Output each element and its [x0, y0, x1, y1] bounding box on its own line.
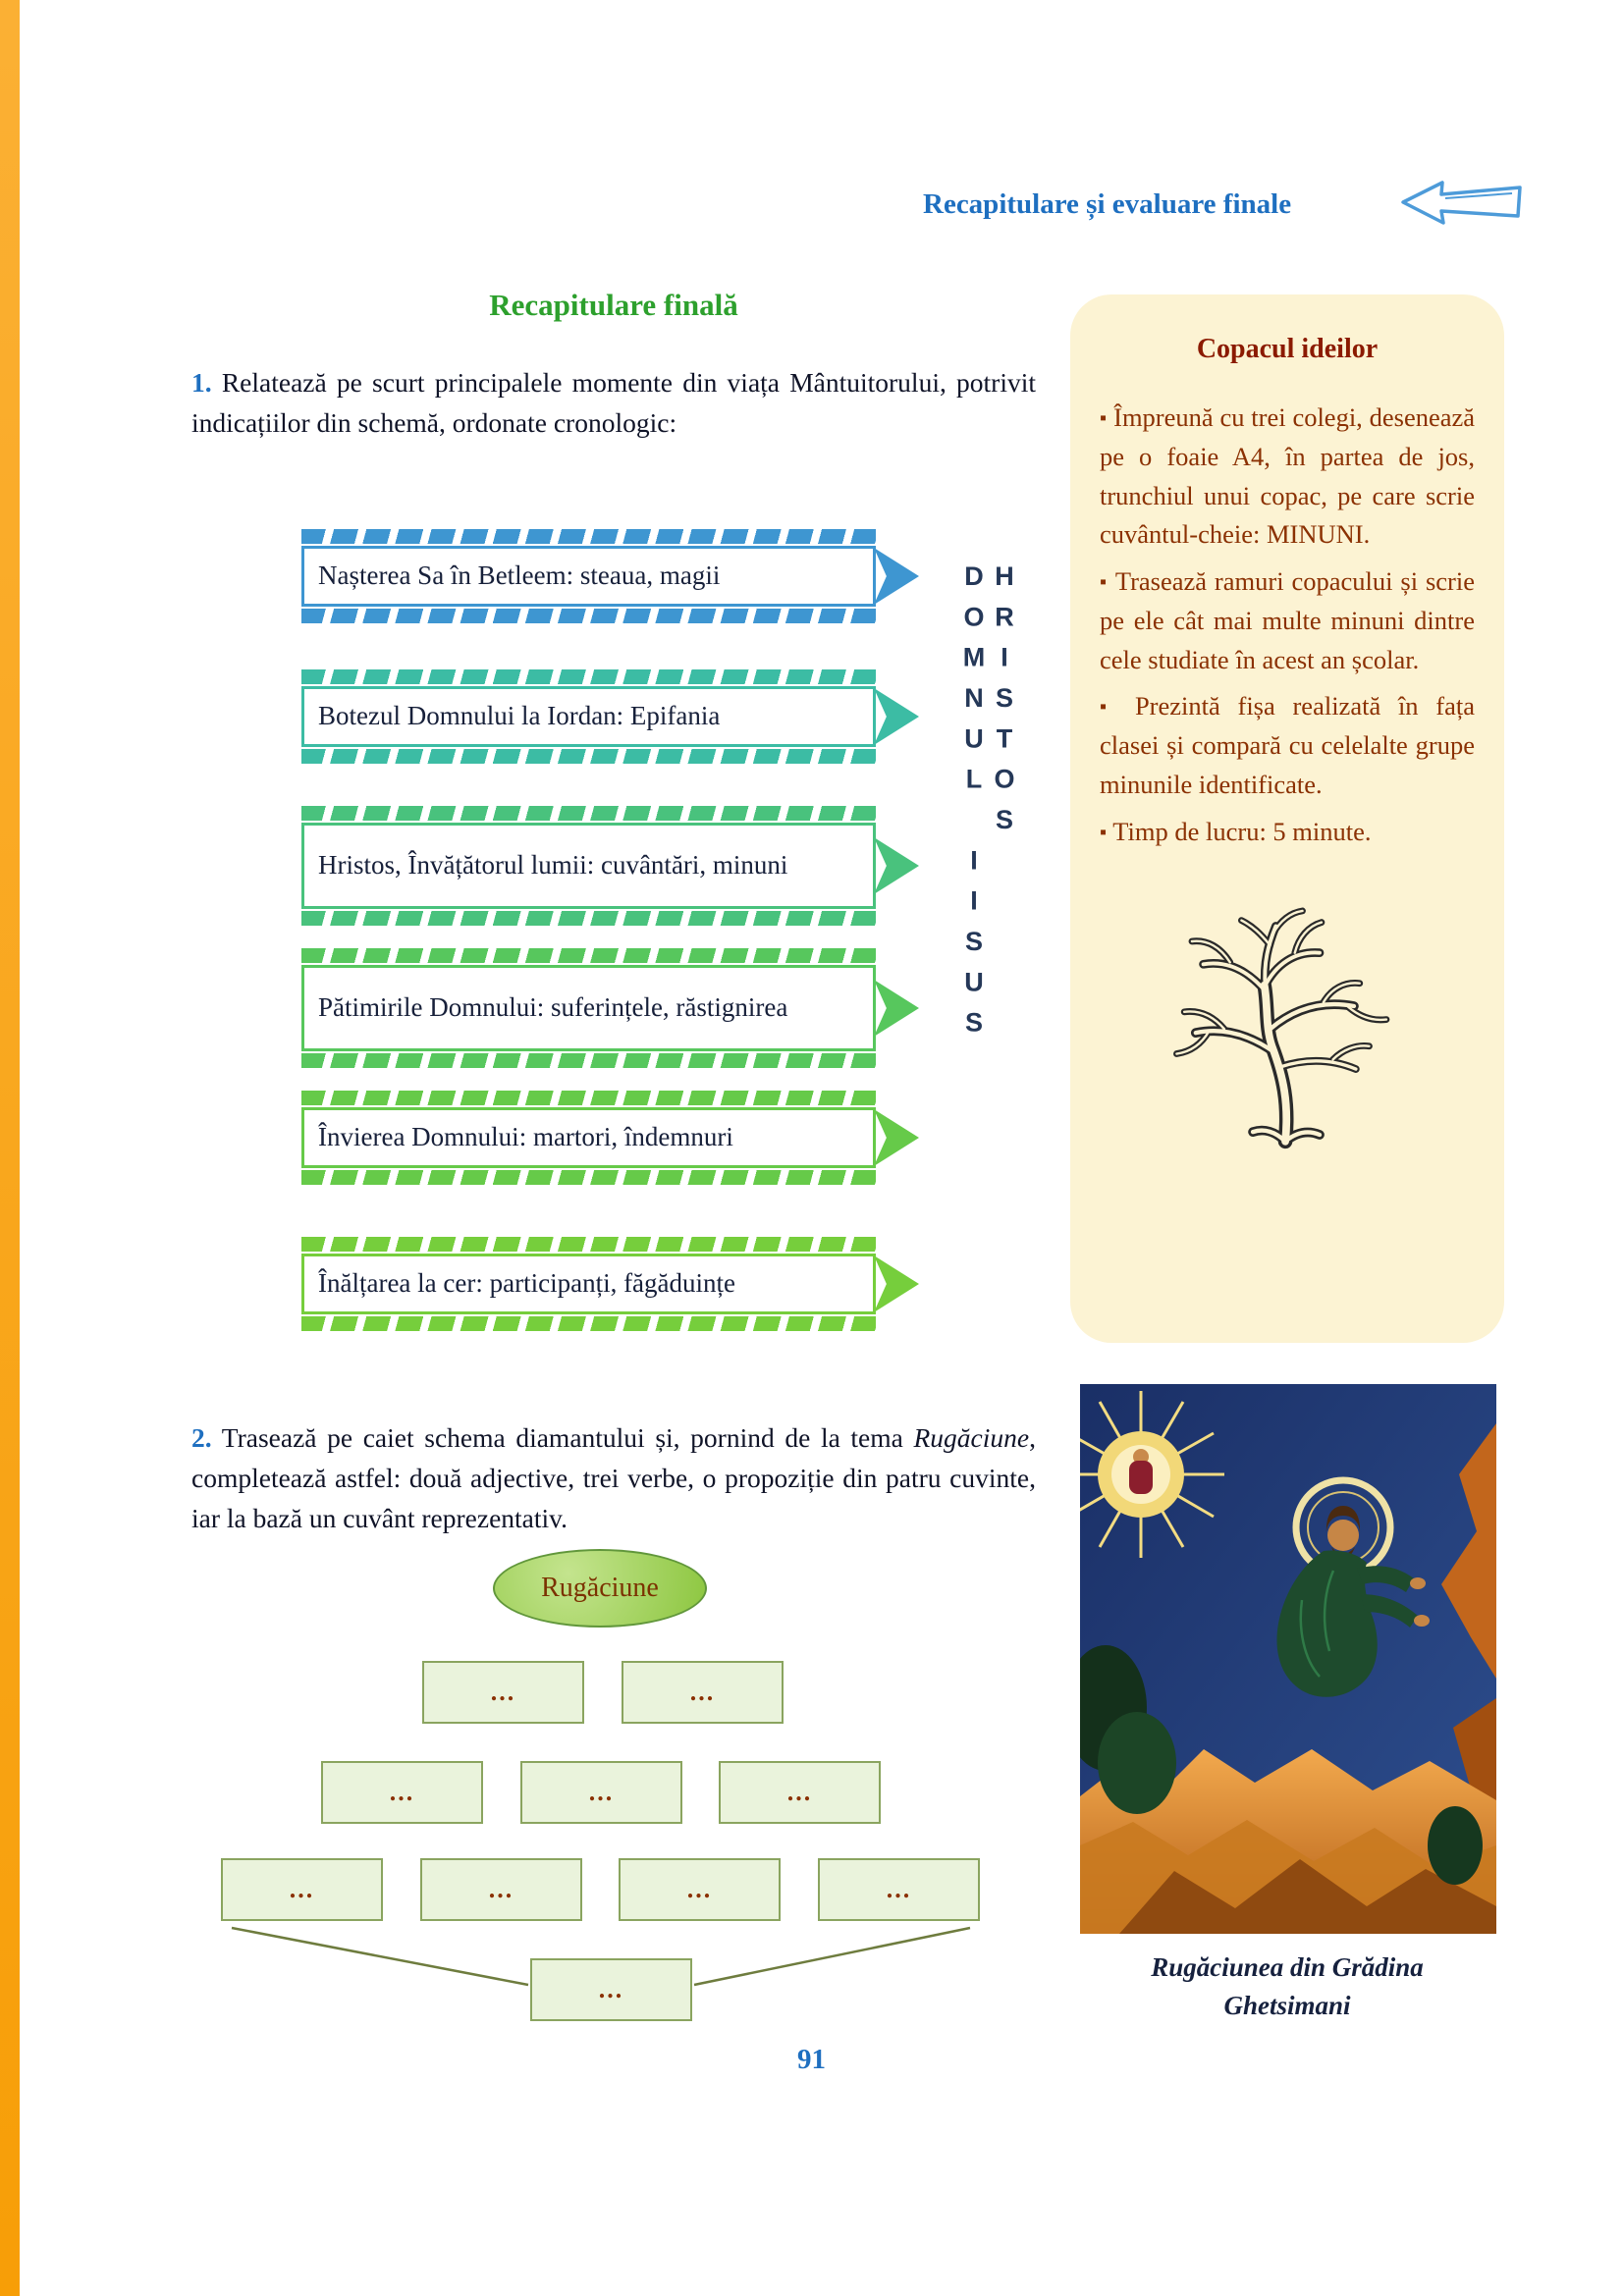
- timeline-box: [301, 1107, 876, 1168]
- ribbon-decoration: [301, 1053, 876, 1068]
- sidebar-item: [1100, 562, 1475, 679]
- bullet-icon: ▪: [1100, 696, 1118, 719]
- page-number: 91: [797, 2044, 826, 2075]
- ribbon-decoration: [301, 911, 876, 926]
- tree-drawing-wrap: [1100, 861, 1475, 1156]
- arrowhead-icon: [874, 980, 919, 1037]
- diamond-top-ellipse: Rugăciune: [493, 1549, 707, 1628]
- sidebar-item-text: Trasează ramuri copacului și scrie pe ele cât mai multe minuni dintre cele studiate în acest an școlar.: [1100, 566, 1475, 674]
- gethsemane-figure: [1080, 1384, 1496, 1939]
- diamond-box: ...: [422, 1661, 584, 1724]
- sidebar-item-text: Împreună cu trei colegi, desenează pe o foaie A4, în partea de jos, trunchiul unui copac, pe care scrie cuvântul-cheie: MINUNI.: [1100, 402, 1476, 550]
- timeline-row: [301, 946, 876, 1070]
- figure-caption-line1: Rugăciunea din Grădina: [1151, 1952, 1424, 1982]
- ribbon-decoration: [301, 529, 876, 544]
- diamond-box: ...: [622, 1661, 784, 1724]
- exercise2-text: [191, 1417, 1036, 1539]
- exercise2-body-start: Trasează pe caiet schema diamantului și, pornind de la tema: [221, 1421, 914, 1453]
- arrowhead-icon: [874, 1109, 919, 1166]
- ribbon-decoration: [301, 1237, 876, 1252]
- timeline-box: [301, 965, 876, 1051]
- diamond-box: ...: [420, 1858, 582, 1921]
- ribbon-decoration: [301, 1316, 876, 1331]
- sidebar-item: [1100, 813, 1475, 852]
- diamond-box: ...: [321, 1761, 483, 1824]
- ribbon-decoration: [301, 806, 876, 821]
- page-edge-stripe: [0, 0, 20, 2296]
- copacul-ideilor-box: [1070, 294, 1504, 1343]
- diamond-box: ...: [221, 1858, 383, 1921]
- figure-caption: [1070, 1949, 1504, 2025]
- diamond-box: ...: [818, 1858, 980, 1921]
- ribbon-decoration: [301, 1091, 876, 1105]
- timeline-label: Învierea Domnului: martori, îndemnuri: [318, 1122, 733, 1152]
- exercise2-number: 2.: [191, 1421, 212, 1453]
- sidebar-item-text: Prezintă fișa realizată în fața clasei și compară cu celelalte grupe minunile identificate.: [1100, 691, 1475, 799]
- timeline-label: Pătimirile Domnului: suferințele, răstignirea: [318, 992, 788, 1023]
- diamond-box: ...: [520, 1761, 682, 1824]
- ribbon-decoration: [301, 669, 876, 684]
- arrowhead-icon: [874, 688, 919, 745]
- timeline-box: [301, 686, 876, 747]
- ribbon-decoration: [301, 609, 876, 623]
- sidebar-item: [1100, 687, 1475, 804]
- bullet-icon: ▪: [1100, 821, 1108, 843]
- timeline-box: [301, 1254, 876, 1314]
- sidebar-item-text: Timp de lucru: 5 minute.: [1112, 816, 1372, 846]
- bullet-icon: ▪: [1100, 571, 1109, 593]
- arrowhead-icon: [874, 548, 919, 605]
- timeline-label: Botezul Domnului la Iordan: Epifania: [318, 701, 721, 731]
- chapter-header: Recapitulare și evaluare finale: [923, 188, 1292, 220]
- timeline-row: [301, 527, 876, 625]
- sidebar-item: [1100, 399, 1475, 555]
- arrowhead-icon: [874, 837, 919, 894]
- ribbon-decoration: [301, 749, 876, 764]
- back-arrow-icon: [1396, 175, 1528, 232]
- gethsemane-icon-image: [1080, 1384, 1496, 1934]
- exercise1-body: Relatează pe scurt principalele momente din viața Mântuitorului, potrivit indicațiilor din schemă, ordonate cronologic:: [191, 366, 1037, 438]
- section1-title: Recapitulare finală: [489, 288, 738, 322]
- diamond-box: ...: [719, 1761, 881, 1824]
- exercise1-number: 1.: [191, 366, 212, 398]
- bullet-icon: ▪: [1100, 407, 1108, 429]
- ribbon-decoration: [301, 1170, 876, 1185]
- diamond-box: ...: [619, 1858, 781, 1921]
- timeline-box: [301, 546, 876, 607]
- exercise2-body-end: , completează astfel: două adjective, trei verbe, o propoziție din patru cuvinte, iar la bază un cuvânt reprezentativ.: [191, 1421, 1036, 1533]
- diamond-schema: [147, 1541, 1031, 2032]
- diamond-bottom-box: ...: [530, 1958, 692, 2021]
- vertical-caption: DOMNUL IISUS HRISTOS: [959, 561, 1019, 1049]
- figure-caption-line2: Ghetsimani: [1223, 1991, 1351, 2021]
- exercise2-theme: Rugăciune: [913, 1421, 1030, 1453]
- timeline-box: [301, 823, 876, 909]
- timeline-label: Înălțarea la cer: participanți, făgăduințe: [318, 1268, 736, 1299]
- timeline-row: [301, 804, 876, 928]
- bare-tree-icon: [1125, 861, 1449, 1151]
- ribbon-decoration: [301, 948, 876, 963]
- exercise1-text: [191, 362, 1036, 444]
- timeline-row: [301, 667, 876, 766]
- arrowhead-icon: [874, 1255, 919, 1312]
- timeline-row: [301, 1235, 876, 1333]
- timeline-label: Nașterea Sa în Betleem: steaua, magii: [318, 561, 721, 591]
- timeline-row: [301, 1089, 876, 1187]
- timeline-label: Hristos, Învățătorul lumii: cuvântări, minuni: [318, 850, 788, 881]
- sidebar-title: Copacul ideilor: [1196, 334, 1379, 364]
